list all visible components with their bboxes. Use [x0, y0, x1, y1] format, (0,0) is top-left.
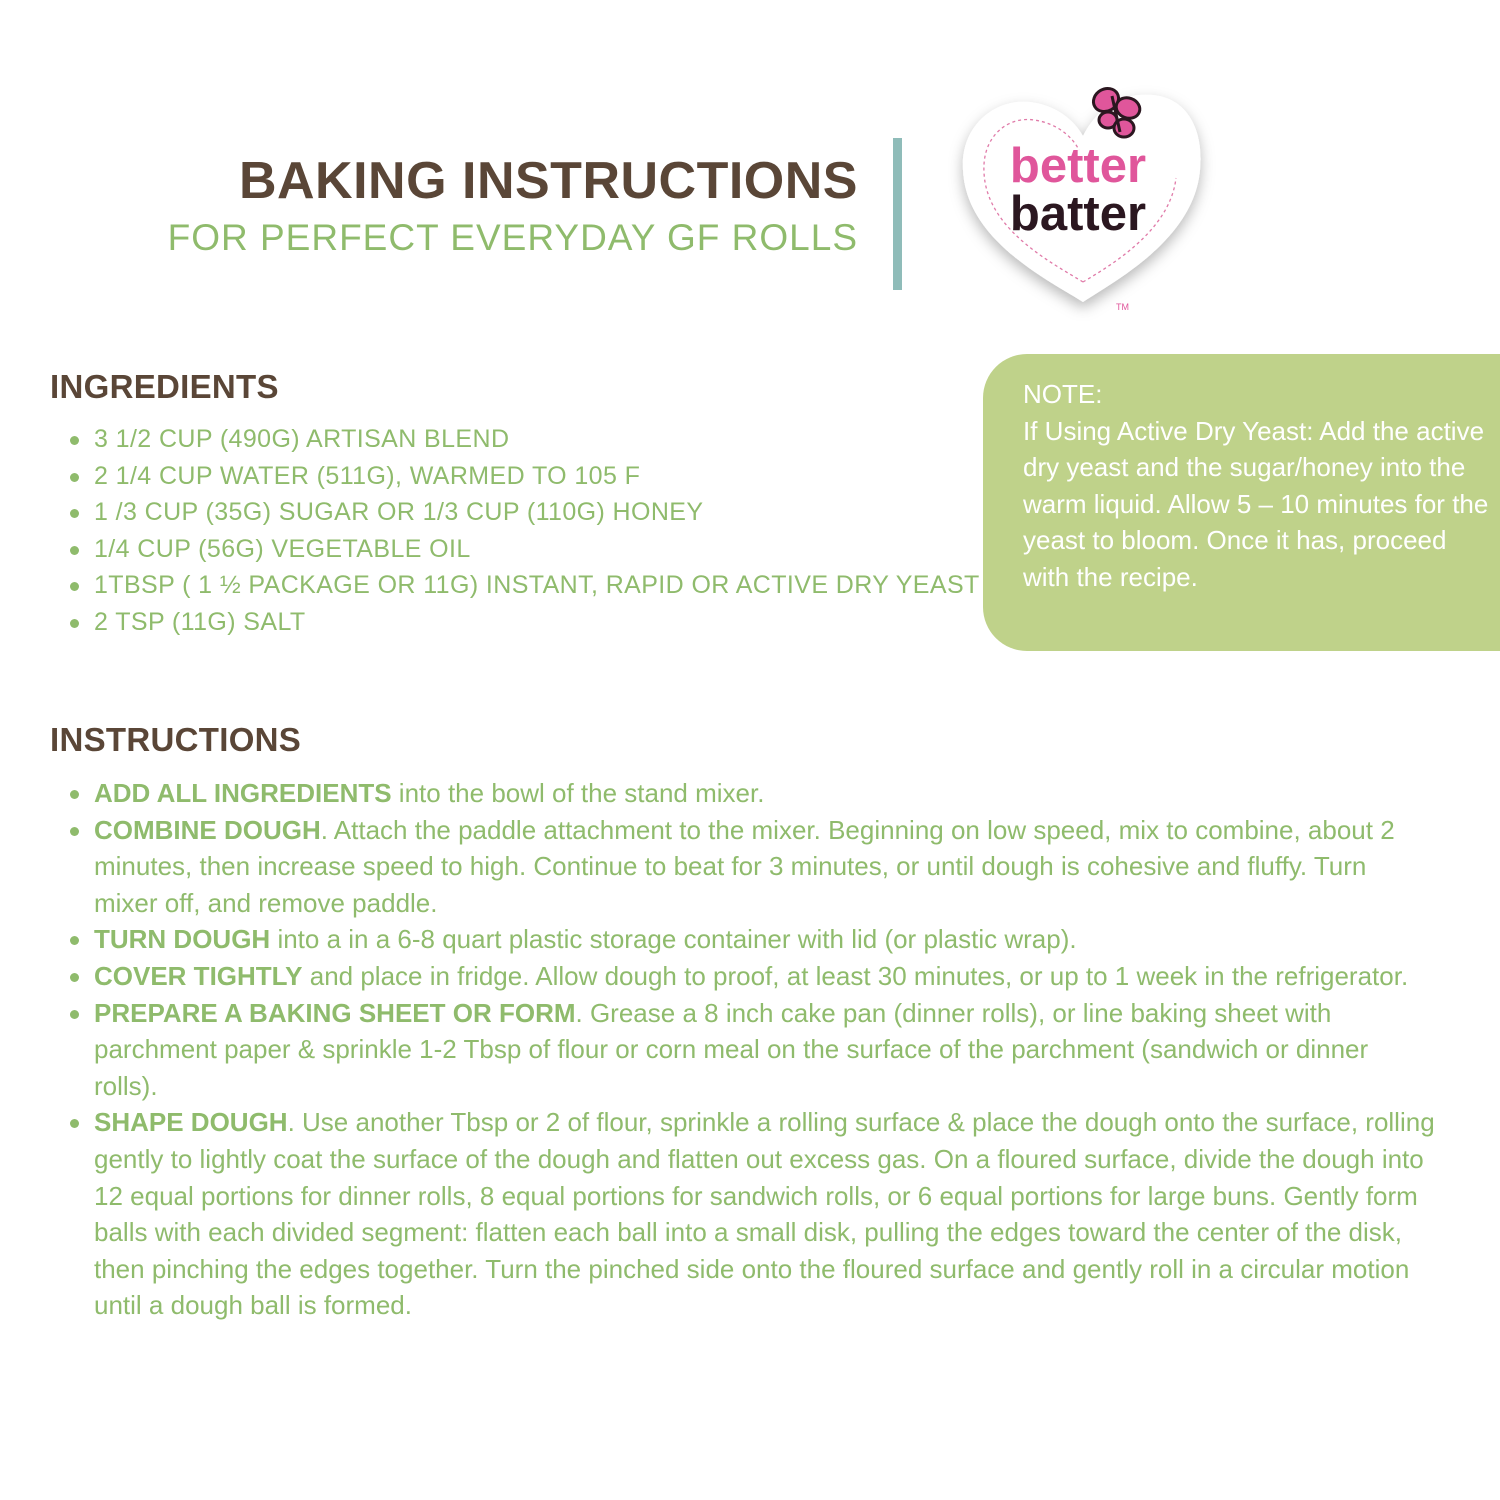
instruction-step: [66, 775, 1436, 812]
instructions-list: [66, 775, 1436, 1324]
instruction-step: [66, 958, 1436, 995]
ingredient-item: 2 1/4 CUP WATER (511G), WARMED TO 105 F: [66, 458, 966, 495]
instruction-step: [66, 812, 1436, 922]
note-text: If Using Active Dry Yeast: Add the active dry yeast and the sugar/honey into the warm liquid. Allow 5 – 10 minutes for the yeast to bloom. Once it has, proceed with the recipe.: [1023, 415, 1489, 592]
step-title: SHAPE DOUGH: [94, 1107, 288, 1138]
ingredients-list: [66, 421, 980, 641]
step-text: . Use another Tbsp or 2 of flour, sprinkle a rolling surface & place the dough onto the surface, rolling gently to lightly coat the surface of the dough and flatten out excess gas. On a floured surface, divide the dough into 12 equal portions for dinner rolls, 8 equal portions for sandwich rolls, or 6 equal portions for large buns. Gently form balls with each divided segment: flatten each ball into a small disk, pulling the edges toward the center of the disk, then pinching the edges together. Turn the pinched side onto the floured surface and gently roll in a circular motion until a dough ball is formed.: [94, 1107, 1435, 1321]
step-title: COVER TIGHTLY: [94, 960, 303, 991]
ingredient-item: 2 TSP (11G) SALT: [66, 604, 966, 641]
step-title: ADD ALL INGREDIENTS: [94, 778, 392, 808]
trademark: TM: [1116, 302, 1129, 312]
ingredients-heading: INGREDIENTS: [50, 368, 279, 405]
heart-logo-icon: [948, 70, 1218, 340]
instructions-heading: INSTRUCTIONS: [50, 721, 302, 758]
step-text: . Grease a 8 inch cake pan (dinner rolls), or line baking sheet with parchment paper & sprinkle 1-2 Tbsp of flour or corn meal on the surface of the parchment (sandwich or dinner rolls).: [94, 997, 1369, 1101]
step-text: into a in a 6-8 quart plastic storage container with lid (or plastic wrap).: [270, 924, 1077, 955]
note-label: NOTE:: [1023, 379, 1103, 409]
logo-text-batter: batter: [1009, 187, 1147, 241]
header-divider: [893, 138, 902, 290]
ingredient-item: 3 1/2 CUP (490G) ARTISAN BLEND: [66, 421, 966, 458]
logo-text-better: better: [1009, 139, 1147, 193]
instruction-step: [66, 1104, 1436, 1324]
step-text: . Attach the paddle attachment to the mixer. Beginning on low speed, mix to combine, about 2 minutes, then increase speed to high. Continue to beat for 3 minutes, or until dough is cohesive and fluffy. Turn mixer off, and remove paddle.: [94, 814, 1395, 918]
instruction-step: [66, 921, 1436, 958]
instruction-step: [66, 995, 1436, 1105]
step-text: into the bowl of the stand mixer.: [391, 778, 765, 808]
brand-logo: [948, 70, 1218, 340]
step-title: COMBINE DOUGH: [94, 814, 321, 845]
page-subtitle: FOR PERFECT EVERYDAY GF ROLLS: [167, 217, 858, 258]
ingredient-item: 1/4 CUP (56G) VEGETABLE OIL: [66, 531, 966, 568]
ingredient-item: 1TBSP ( 1 ½ PACKAGE OR 11G) INSTANT, RAPID OR ACTIVE DRY YEAST: [66, 567, 966, 604]
ingredient-item: 1 /3 CUP (35G) SUGAR OR 1/3 CUP (110G) HONEY: [66, 494, 966, 531]
step-title: TURN DOUGH: [94, 924, 271, 955]
note-box: [983, 354, 1500, 651]
step-text: and place in fridge. Allow dough to proof, at least 30 minutes, or up to 1 week in the refrigerator.: [302, 960, 1409, 991]
header: [0, 150, 858, 264]
step-title: PREPARE A BAKING SHEET OR FORM: [94, 997, 576, 1028]
page-title: BAKING INSTRUCTIONS: [238, 152, 858, 210]
